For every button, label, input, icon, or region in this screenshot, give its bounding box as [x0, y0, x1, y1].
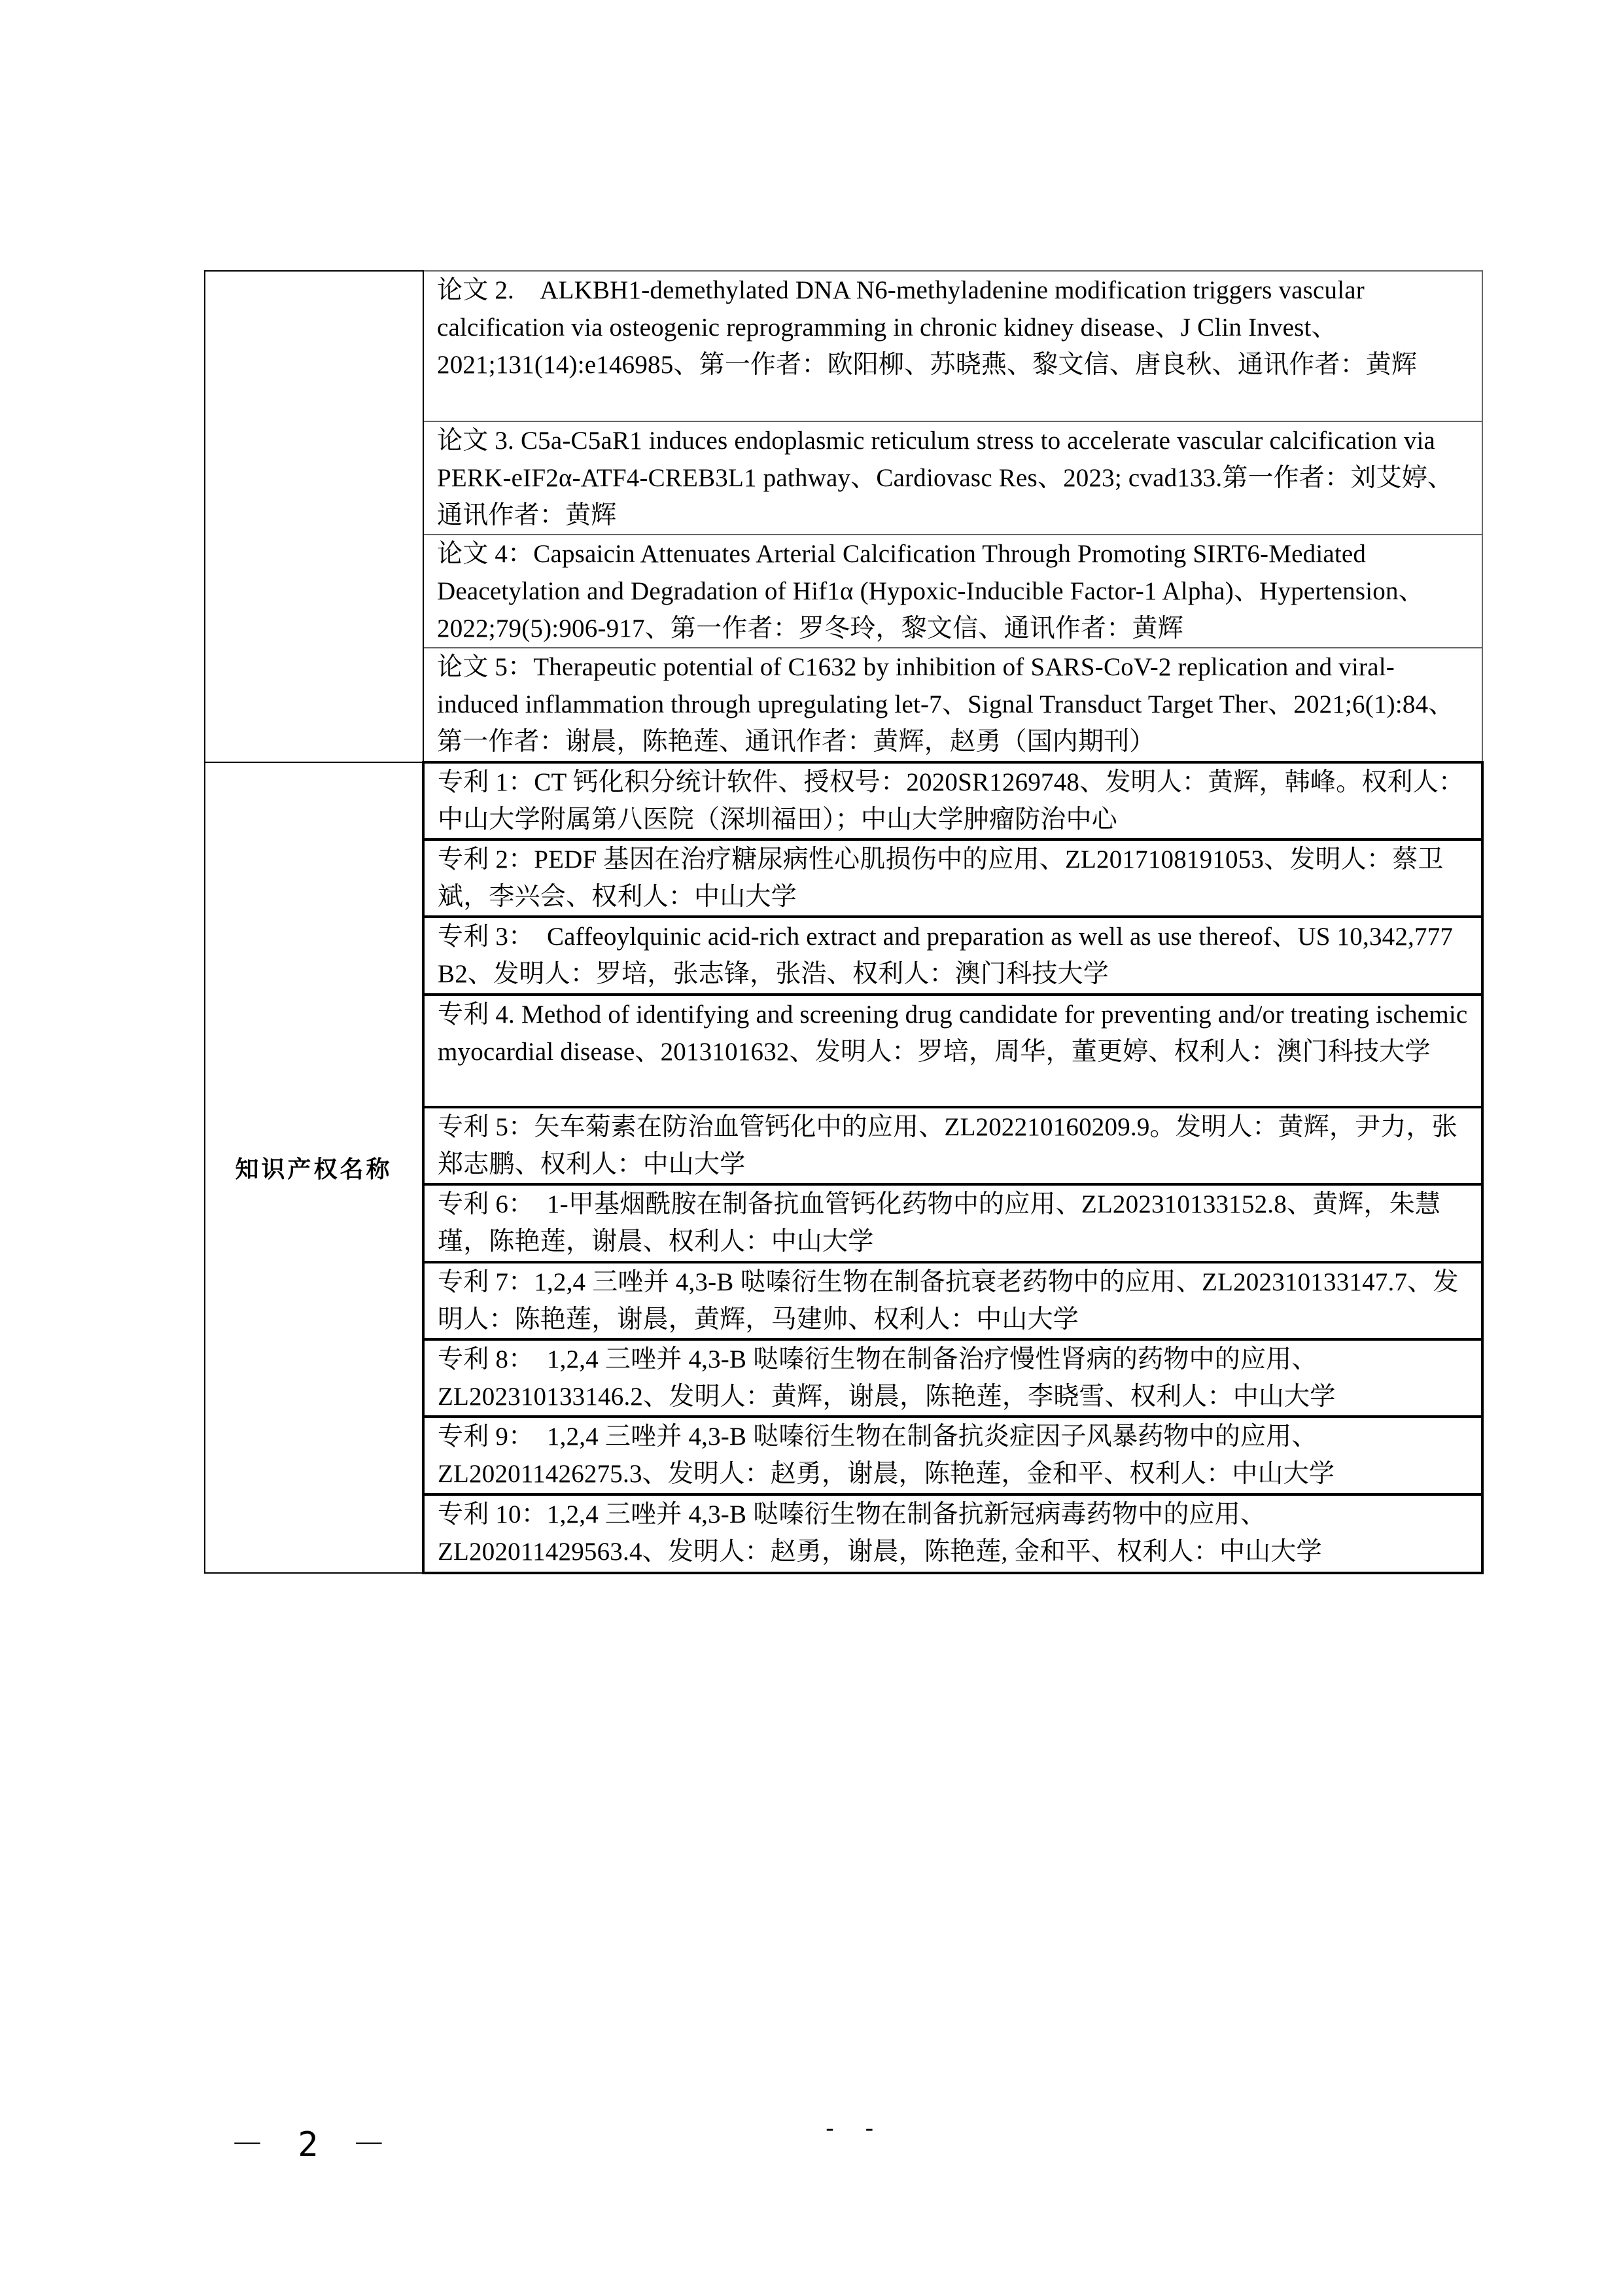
patent-entry: [423, 1417, 1482, 1494]
patent-entry: [423, 1262, 1482, 1339]
footer-center-marks: - -: [826, 2115, 886, 2142]
paper-entry-text: 论文 2. ALKBH1-demethylated DNA N6-methyladenine modification triggers vascular calcification via osteogenic reprogramming in chronic kidney disease、J Clin Invest、2021;131(14):e146985、第一作者：欧阳柳、苏晓燕、黎文信、唐良秋、通讯作者：黄辉: [437, 276, 1418, 379]
patent-entry: [423, 1107, 1482, 1184]
paper-entry: [423, 271, 1482, 421]
patent-entry-text: 专利 4. Method of identifying and screening drug candidate for preventing and/or treating ischemic myocardial disease、2013101632、发明人：罗培，周华，董更婷、权利人：澳门科技大学: [438, 1000, 1468, 1066]
patent-entry-text: 专利 1：CT 钙化积分统计软件、授权号：2020SR1269748、发明人：黄辉，韩峰。权利人：中山大学附属第八医院（深圳福田）；中山大学肿瘤防治中心: [438, 768, 1465, 834]
patent-entry: [423, 1339, 1482, 1417]
patent-entry-text: 专利 3： Caffeoylquinic acid-rich extract and preparation as well as use thereof、US 10,342,777 B2、发明人：罗培，张志锋，张浩、权利人：澳门科技大学: [438, 923, 1454, 989]
patent-entry: [423, 1184, 1482, 1262]
patent-entry-text: 专利 9： 1,2,4 三唑并 4,3-B 哒嗪衍生物在制备抗炎症因子风暴药物中的应用、ZL202011426275.3、发明人：赵勇，谢晨，陈艳莲，金和平、权利人：中山大学: [438, 1422, 1335, 1489]
patent-entry: [423, 762, 1482, 839]
paper-entry: [423, 535, 1482, 648]
patent-entry-text: 专利 6： 1-甲基烟酰胺在制备抗血管钙化药物中的应用、ZL202310133152.8、黄辉，朱慧瑾，陈艳莲，谢晨、权利人：中山大学: [438, 1190, 1441, 1256]
paper-entry-text: 论文 5：Therapeutic potential of C1632 by inhibition of SARS-CoV-2 replication and viral-induced inflammation through upregulating let-7、Signal Transduct Target Ther、2021;6(1):84、第一作者：谢晨，陈艳莲、通讯作者：黄辉，赵勇（国内期刊）: [437, 653, 1454, 756]
patent-entry: [423, 917, 1482, 994]
paper-entry: [423, 421, 1482, 535]
patent-entry-text: 专利 2：PEDF 基因在治疗糖尿病性心肌损伤中的应用、ZL2017108191053、发明人：蔡卫斌，李兴会、权利人：中山大学: [438, 845, 1444, 911]
patent-entry: [423, 1494, 1482, 1573]
papers-label-cell: [205, 271, 423, 762]
paper-entry: [423, 648, 1482, 762]
patent-entry-text: 专利 7：1,2,4 三唑并 4,3-B 哒嗪衍生物在制备抗衰老药物中的应用、ZL202310133147.7、发明人：陈艳莲，谢晨，黄辉，马建帅、权利人：中山大学: [438, 1267, 1459, 1333]
patent-entry: [423, 839, 1482, 917]
ip-label-cell: [205, 762, 423, 1573]
table-row: [205, 762, 1482, 839]
table-row: [205, 271, 1482, 421]
achievements-table: [204, 270, 1484, 1574]
page-number: － 2 －: [230, 2125, 393, 2164]
paper-entry-text: 论文 4：Capsaicin Attenuates Arterial Calcification Through Promoting SIRT6-Mediated Deacetylation and Degradation of Hif1α (Hypoxic-Inducible Factor-1 Alpha)、Hypertension、2022;79(5):906-917、第一作者：罗冬玲，黎文信、通讯作者：黄辉: [437, 539, 1424, 643]
patent-entry-text: 专利 10：1,2,4 三唑并 4,3-B 哒嗪衍生物在制备抗新冠病毒药物中的应用、ZL202011429563.4、发明人：赵勇，谢晨，陈艳莲, 金和平、权利人：中山大学: [438, 1500, 1322, 1566]
ip-label: 知识产权名称: [235, 1156, 393, 1183]
patent-entry-text: 专利 5：矢车菊素在防治血管钙化中的应用、ZL202210160209.9。发明人：黄辉，尹力，张郑志鹏、权利人：中山大学: [438, 1113, 1457, 1179]
paper-entry-text: 论文 3. C5a-C5aR1 induces endoplasmic reticulum stress to accelerate vascular calcification via PERK-eIF2α-ATF4-CREB3L1 pathway、Cardiovasc Res、2023; cvad133.第一作者：刘艾婷、通讯作者：黄辉: [437, 426, 1454, 529]
patent-entry-text: 专利 8： 1,2,4 三唑并 4,3-B 哒嗪衍生物在制备治疗慢性肾病的药物中的应用、ZL202310133146.2、发明人：黄辉，谢晨，陈艳莲，李晓雪、权利人：中山大学: [438, 1345, 1336, 1411]
patent-entry: [423, 995, 1482, 1107]
